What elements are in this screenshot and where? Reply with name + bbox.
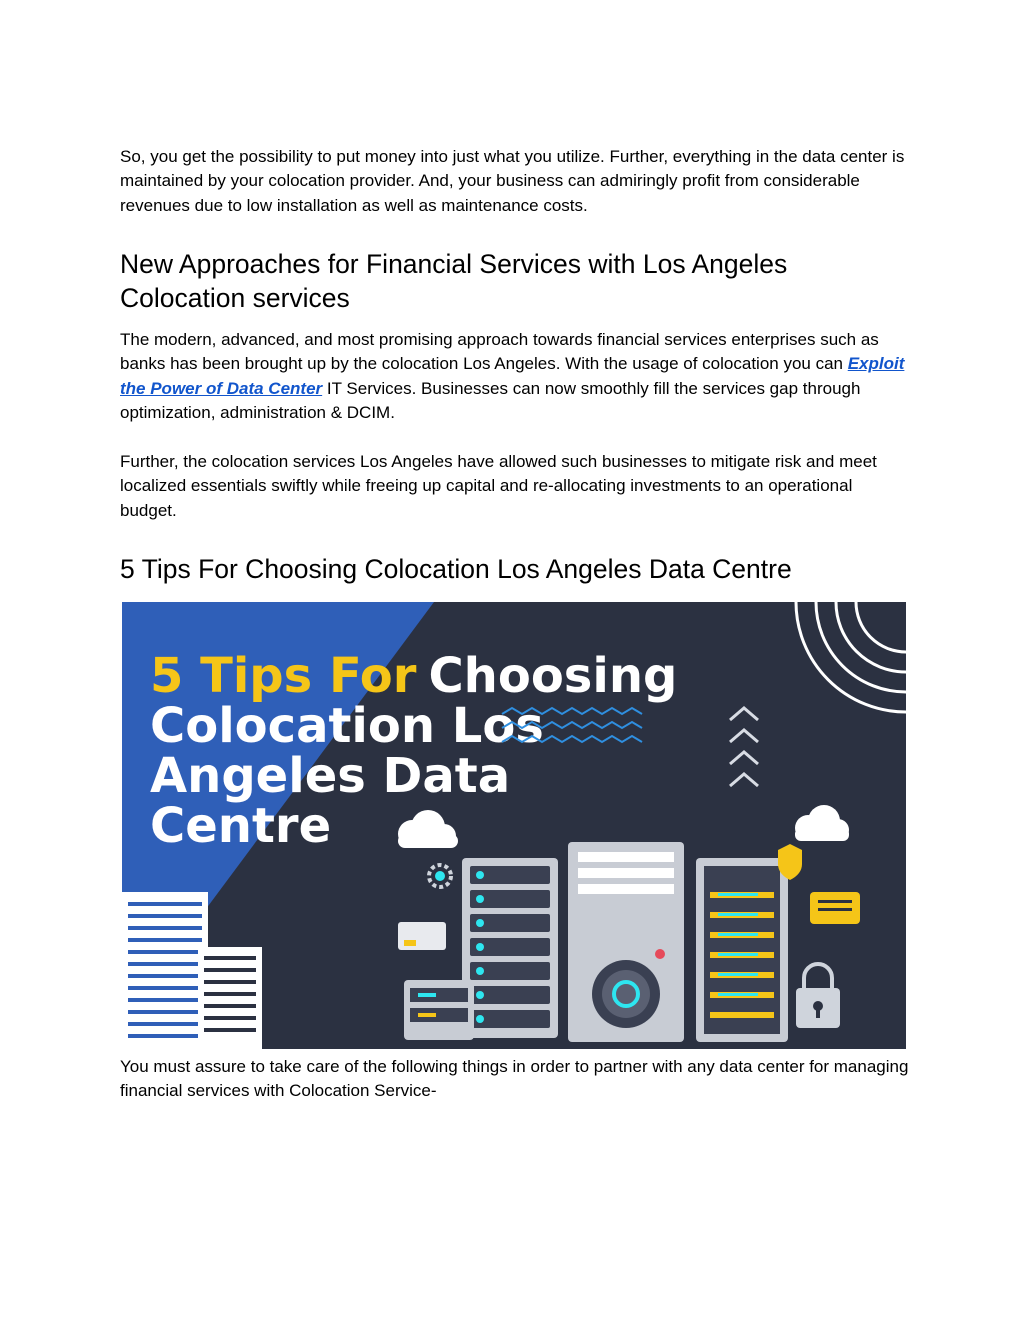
risk-mitigation-paragraph: Further, the colocation services Los Angeles have allowed such businesses to mitigate risk and meet localized essentials swiftly while freeing up capital and re-allocating investments to an operational budget.: [120, 452, 877, 520]
paragraph-text-before-link: The modern, advanced, and most promising approach towards financial services enterprises such as banks has been brought up by the colocation Los Angeles. With the usage of colocation you can: [120, 330, 879, 374]
small-panel-icon: [398, 922, 446, 950]
tips-banner-image: [122, 602, 906, 1049]
cloud-icon-left: [398, 810, 458, 848]
gear-icon: [429, 865, 451, 887]
section-heading-5-tips: 5 Tips For Choosing Colocation Los Angeles Data Centre: [120, 554, 792, 584]
section-heading-new-approaches: New Approaches for Financial Services with Los Angeles Colocation services: [120, 249, 788, 313]
intro-paragraph: So, you get the possibility to put money into just what you utilize. Further, everything in the data center is maintained by your colocation provider. And, your business can admiringly profit from considerable revenues due to low installation as well as maintenance costs.: [120, 147, 905, 215]
lock-icon: [796, 964, 840, 1028]
building-icons: [122, 892, 262, 1049]
server-rack-right: [696, 858, 788, 1042]
signal-arcs-icon: [796, 602, 906, 712]
server-unit-small: [404, 980, 474, 1040]
image-caption-paragraph: You must assure to take care of the following things in order to partner with any data center for managing financial services with Colocation Service-: [120, 1057, 909, 1101]
banner-title-line1: 5 Tips For Choosing: [150, 648, 678, 704]
new-approaches-paragraph: [120, 328, 910, 426]
message-icon: [810, 892, 860, 924]
banner-title-line2: Colocation Los: [150, 698, 544, 754]
server-tower-left: [462, 858, 558, 1038]
chevron-up-icons: [730, 708, 758, 786]
server-tower-center: [568, 842, 684, 1042]
exploit-power-link[interactable]: Exploit the Power of Data Center: [120, 354, 905, 398]
paragraph-text-after-link: IT Services. Businesses can now smoothly fill the services gap through optimization, administration & DCIM.: [120, 378, 861, 423]
banner-title-line4: Centre: [150, 798, 332, 854]
cloud-icon-right: [795, 805, 849, 841]
banner-title-line3: Angeles Data: [150, 748, 511, 804]
